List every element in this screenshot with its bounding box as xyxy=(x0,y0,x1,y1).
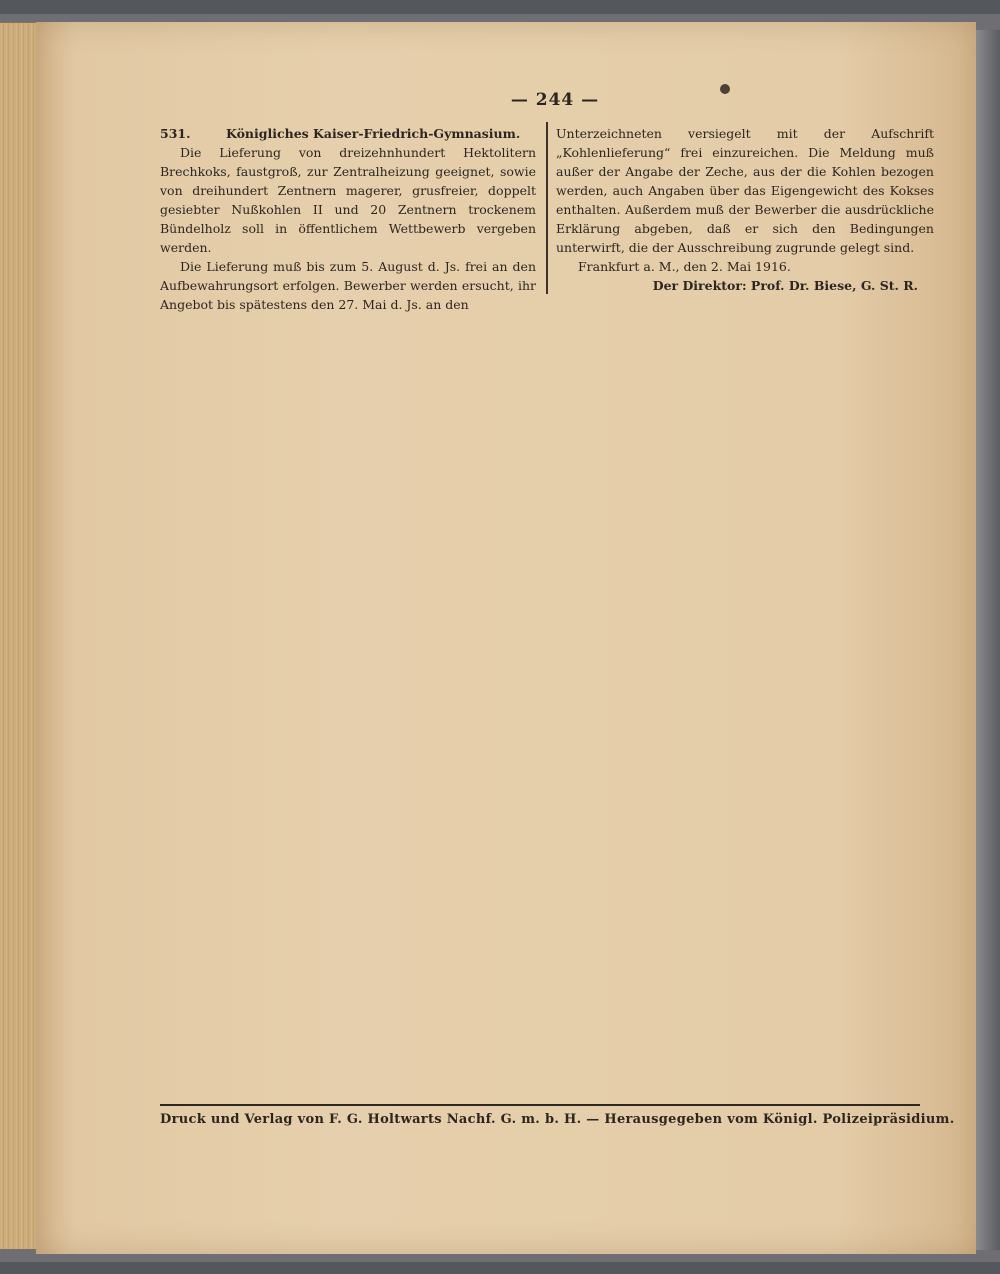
notice-paragraph-3: Unterzeichneten versiegelt mit der Aufschrift „Kohlenlieferung“ frei einzureichen. Die Meldung muß außer der Angabe der Zeche, aus der die Kohlen bezogen werden, auch Angaben über das Eigengewicht des Kokses enthalten. Außerdem muß der Bewerber die ausdrückliche Erklärung abgeben, daß er sich den Bedingungen unterwirft, die der Ausschreibung zugrunde gelegt sind. xyxy=(556,126,934,255)
column-divider xyxy=(546,122,548,294)
left-column xyxy=(160,124,536,314)
notice-paragraph-1: Die Lieferung von dreizehnhundert Hektolitern Brechkoks, faustgroß, zur Zentralheizung geeignet, sowie von dreihundert Zentnern magerer, grusfreier, doppelt gesiebter Nußkohlen II und 20 Zentnern trockenem Bündelholz soll in öffentlichem Wettbewerb vergeben werden. xyxy=(160,145,536,255)
book-cover-edge xyxy=(976,30,1000,1250)
notice-number: 531. xyxy=(160,126,191,141)
footer-rule xyxy=(160,1104,920,1106)
notice-paragraph-2: Die Lieferung muß bis zum 5. August d. Js. frei an den Aufbewahrungsort erfolgen. Bewerber werden ersucht, ihr Angebot bis spätestens den 27. Mai d. Js. an den xyxy=(160,259,536,312)
ink-stain xyxy=(720,84,730,94)
dateline: Frankfurt a. M., den 2. Mai 1916. xyxy=(578,259,791,274)
page-number: — 244 — xyxy=(510,90,600,110)
notice-heading xyxy=(160,124,536,143)
signature: Der Direktor: Prof. Dr. Biese, G. St. R. xyxy=(652,278,918,293)
imprint: Druck und Verlag von F. G. Holtwarts Nachf. G. m. b. H. — Herausgegeben vom Königl. Polizeipräsidium. xyxy=(160,1112,955,1127)
right-column xyxy=(556,124,934,295)
notice-title: Königliches Kaiser-Friedrich-Gymnasium. xyxy=(226,126,521,141)
